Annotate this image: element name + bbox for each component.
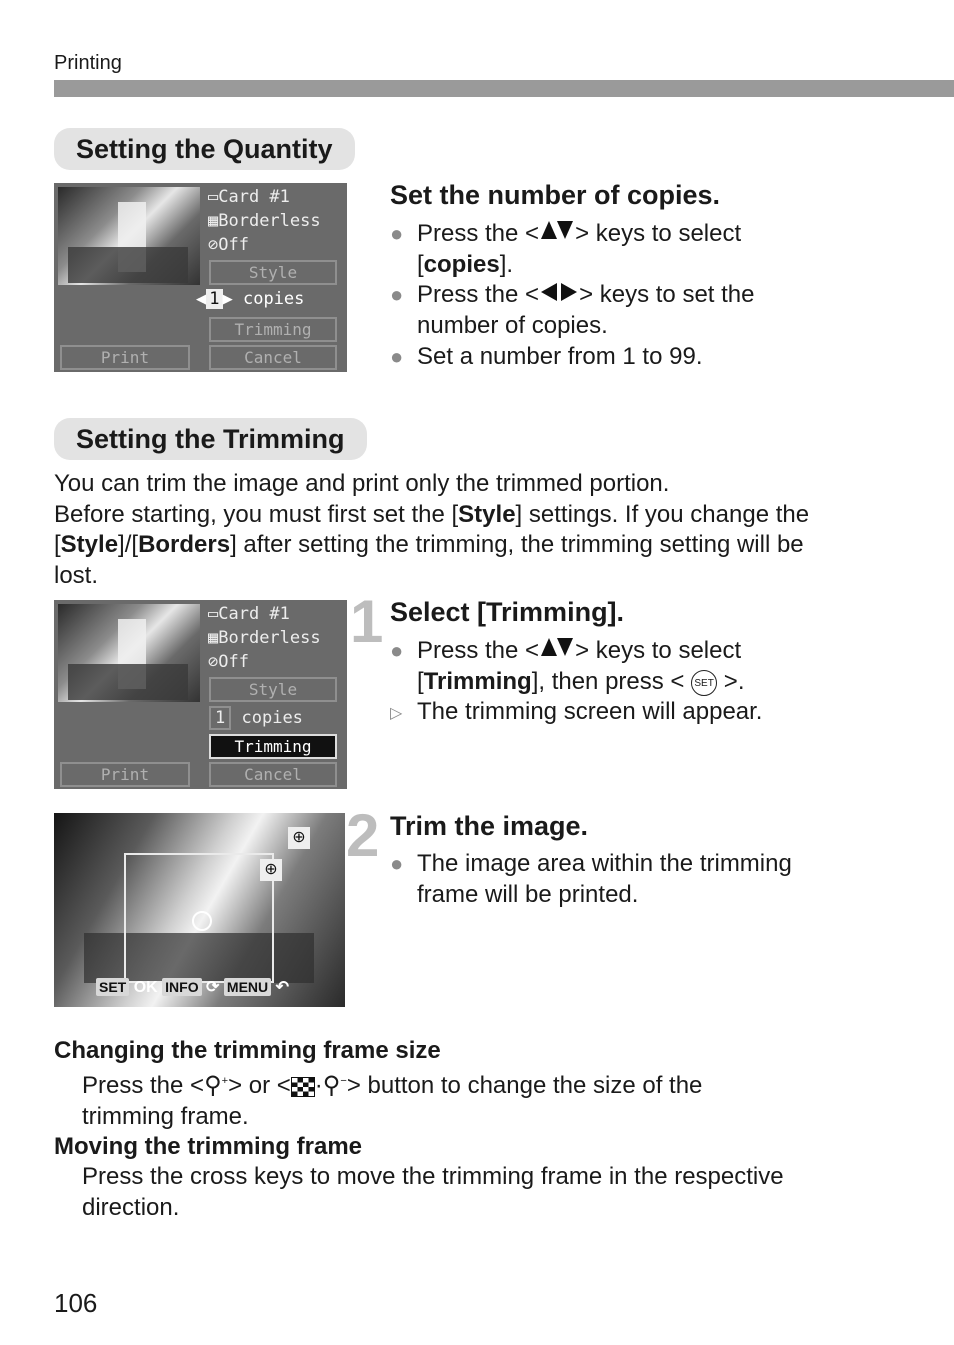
bullet-circle-icon: ● xyxy=(390,221,404,246)
notes xyxy=(54,1036,914,1223)
intro-line-1: You can trim the image and print only the trimmed portion. xyxy=(54,470,670,497)
quantity-bullet-1: ● Press the < > keys to select [copies]. xyxy=(390,220,742,278)
bullet-circle-icon: ● xyxy=(390,343,404,369)
lcd-bottom-bar xyxy=(96,977,289,997)
step1-heading: Select [Trimming]. xyxy=(390,597,625,627)
lcd-cancel-button[interactable]: Cancel xyxy=(209,762,337,787)
set-label: SET xyxy=(96,978,129,996)
quantity-section-title: Setting the Quantity xyxy=(54,128,355,170)
section-label: Printing xyxy=(54,52,122,74)
up-down-triangle-icon xyxy=(539,219,575,250)
move-frame-text: Press the cross keys to move the trimming frame in the respective direction. xyxy=(82,1163,784,1221)
magnify-minus-icon: ⚲− xyxy=(322,1072,347,1099)
rotate-icon: ⟳ xyxy=(206,979,220,996)
step2-bullet-1: ● The image area within the trimming frame will be printed. xyxy=(390,850,792,908)
step1-result: ▷ The trimming screen will appear. xyxy=(390,697,930,728)
menu-label: MENU xyxy=(224,978,271,996)
step-number-2: 2 xyxy=(346,802,380,869)
lcd-copies-row[interactable]: 1 copies xyxy=(209,706,303,730)
step-number-1: 1 xyxy=(350,588,384,655)
intro-line-2: Before starting, you must first set the [Style] settings. If you change the xyxy=(54,500,810,528)
quantity-bullet-3: ● Set a number from 1 to 99. xyxy=(390,342,910,373)
bullet-circle-icon: ● xyxy=(390,282,404,308)
quantity-bullet-2: ● Press the < > keys to set the number of copies. xyxy=(390,281,755,340)
header-bar xyxy=(54,80,954,97)
move-cross-icon xyxy=(192,911,212,931)
page-number: 106 xyxy=(54,1288,98,1318)
lcd-card: ▭Card #1 xyxy=(208,604,290,624)
ok-label: OK xyxy=(133,979,158,996)
lcd-screen-trimming-frame xyxy=(54,813,345,1007)
intro-line-4: lost. xyxy=(54,561,99,589)
index-reduce-icon xyxy=(291,1077,315,1097)
quantity-heading: Set the number of copies. xyxy=(390,180,721,210)
thumbnail-photo xyxy=(58,604,200,702)
lcd-copies-row[interactable]: ◀ 1 ▶ copies xyxy=(196,289,305,309)
lcd-borderless: ▦Borderless xyxy=(208,211,321,231)
lcd-borderless: ▦Borderless xyxy=(208,628,321,648)
set-button-icon: SET xyxy=(691,670,717,696)
magnify-icon: ⊕ xyxy=(260,859,282,881)
lcd-card: ▭Card #1 xyxy=(208,187,290,207)
left-right-triangle-icon xyxy=(539,281,579,312)
thumbnail-photo xyxy=(58,187,200,285)
bullet-circle-icon: ● xyxy=(390,851,404,876)
return-icon: ↶ xyxy=(275,979,289,996)
quantity-bullets xyxy=(390,219,910,372)
lcd-print-button[interactable]: Print xyxy=(60,762,190,787)
step2-heading: Trim the image. xyxy=(390,811,589,841)
step2-bullets xyxy=(390,849,930,910)
up-down-triangle-icon xyxy=(539,636,575,667)
lcd-style-button[interactable]: Style xyxy=(209,260,337,285)
trimming-frame[interactable] xyxy=(124,853,274,983)
trimming-intro xyxy=(54,469,914,591)
magnify-icon: ⚲+ xyxy=(204,1072,229,1099)
lcd-style-button[interactable]: Style xyxy=(209,677,337,702)
frame-size-text: Press the <⚲+> or < ·⚲−> button to change the size of the trimming frame. xyxy=(82,1072,703,1130)
lcd-off: ⊘Off xyxy=(208,235,249,255)
trimming-section-title: Setting the Trimming xyxy=(54,418,367,460)
lcd-screen-trimming-select xyxy=(54,600,347,789)
info-label: INFO xyxy=(162,978,201,996)
step1-bullets xyxy=(390,636,930,728)
bullet-circle-icon: ● xyxy=(390,638,404,663)
magnify-icon: ⊕ xyxy=(288,827,310,849)
lcd-trimming-button[interactable]: Trimming xyxy=(209,317,337,342)
frame-size-heading: Changing the trimming frame size xyxy=(54,1037,441,1064)
lcd-trimming-button-selected[interactable]: Trimming xyxy=(209,734,337,759)
intro-line-3: [Style]/[Borders] after setting the trimming, the trimming setting will be xyxy=(54,531,804,558)
result-arrow-icon: ▷ xyxy=(390,705,403,723)
lcd-cancel-button[interactable]: Cancel xyxy=(209,345,337,370)
lcd-print-button[interactable]: Print xyxy=(60,345,190,370)
move-frame-heading: Moving the trimming frame xyxy=(54,1133,363,1160)
step1-bullet-1: ● Press the < > keys to select [Trimming], then press < SET >. xyxy=(390,637,745,695)
lcd-screen-quantity xyxy=(54,183,347,372)
lcd-off: ⊘Off xyxy=(208,652,249,672)
